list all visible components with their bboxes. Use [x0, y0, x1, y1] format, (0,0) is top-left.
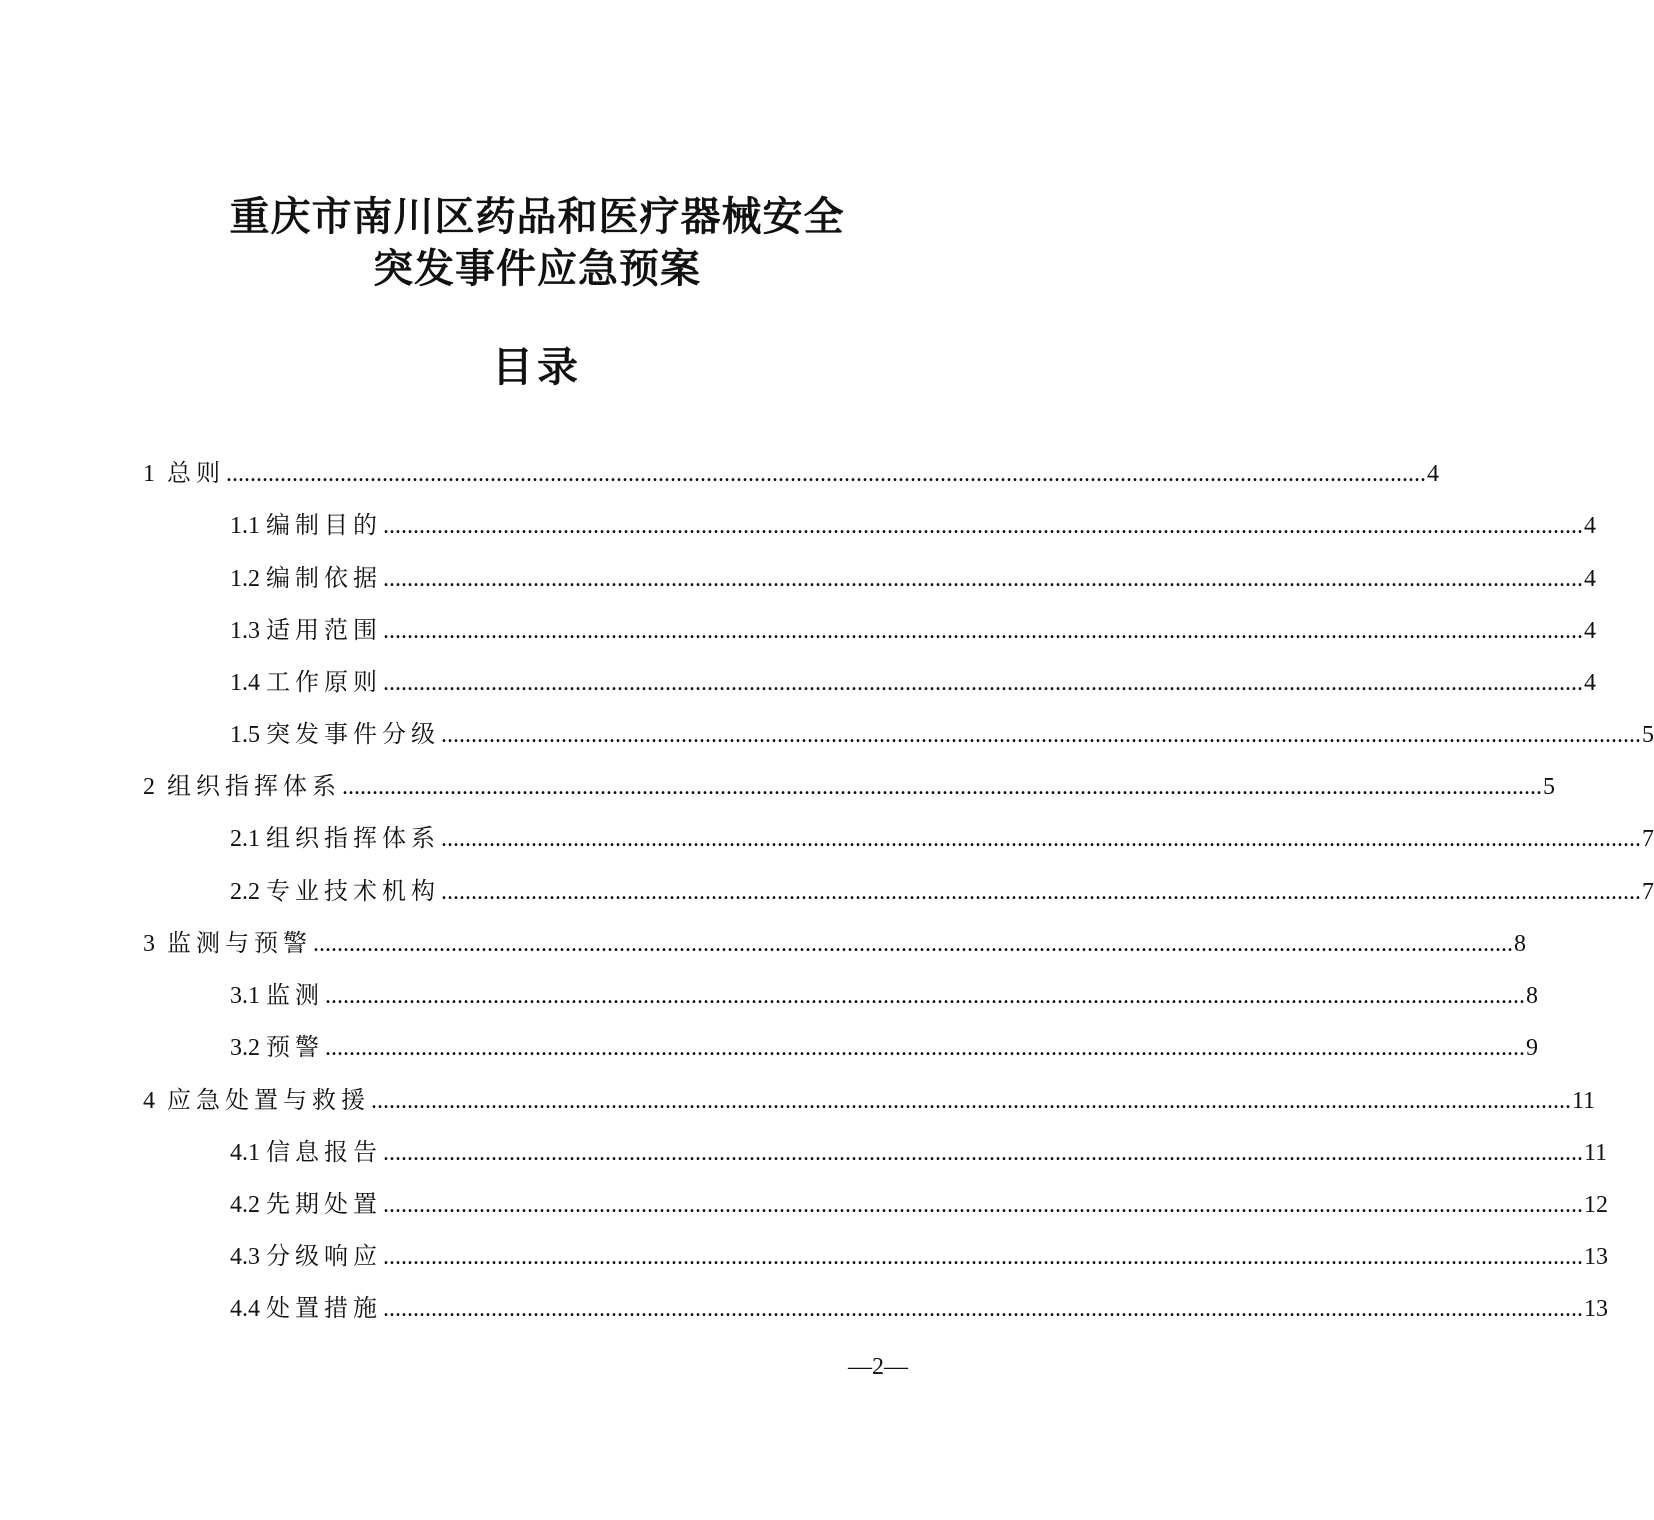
toc-entry-title: 总则	[167, 459, 225, 487]
toc-dot-leader: ........................................................................................................................................................................................................	[383, 1244, 1583, 1270]
toc-entry-page: 4	[1584, 670, 1596, 696]
toc-heading: 目录	[492, 343, 582, 391]
toc-entry-page: 5	[1543, 774, 1555, 800]
footer-page-number: —2—	[848, 1354, 908, 1380]
toc-dot-leader: ........................................................................................................................................................................................................	[371, 1088, 1571, 1114]
toc-entry-title: 编制依据	[266, 564, 382, 592]
toc-dot-leader: ........................................................................................................................................................................................................	[383, 513, 1583, 539]
toc-entry[interactable]	[143, 456, 1439, 490]
toc-dot-leader: ........................................................................................................................................................................................................	[325, 983, 1525, 1009]
toc-entry-number: 4.3	[230, 1244, 260, 1270]
toc-entry-title: 编制目的	[266, 511, 382, 539]
toc-entry-page: 5	[1642, 722, 1654, 748]
toc-entry-number: 4.2	[230, 1192, 260, 1218]
toc-entry-title: 预警	[266, 1033, 324, 1061]
toc-dot-leader: ........................................................................................................................................................................................................	[313, 931, 1513, 957]
toc-entry-number: 1.3	[230, 618, 260, 644]
toc-entry-number: 3	[143, 931, 155, 957]
toc-entry-title: 组织指挥体系	[167, 772, 341, 800]
toc-entry-title: 突发事件分级	[266, 720, 440, 748]
toc-dot-leader: ........................................................................................................................................................................................................	[226, 461, 1426, 487]
toc-entry[interactable]	[230, 821, 1654, 855]
toc-entry-title: 组织指挥体系	[266, 824, 440, 852]
toc-entry-number: 1.4	[230, 670, 260, 696]
toc-entry-page: 4	[1584, 513, 1596, 539]
toc-entry-title: 适用范围	[266, 616, 382, 644]
toc-entry-page: 4	[1584, 618, 1596, 644]
toc-entry-title: 处置措施	[266, 1294, 382, 1322]
toc-entry[interactable]	[230, 1135, 1608, 1169]
toc-dot-leader: ........................................................................................................................................................................................................	[383, 1140, 1583, 1166]
toc-entry-title: 先期处置	[266, 1190, 382, 1218]
toc-entry-title: 监测	[266, 981, 324, 1009]
toc-entry[interactable]	[230, 978, 1538, 1012]
toc-entry-title: 信息报告	[266, 1138, 382, 1166]
toc-entry-page: 13	[1584, 1296, 1608, 1322]
toc-entry-page: 9	[1526, 1035, 1538, 1061]
toc-entry-number: 2.2	[230, 879, 260, 905]
toc-dot-leader: ........................................................................................................................................................................................................	[383, 670, 1583, 696]
toc-dot-leader: ........................................................................................................................................................................................................	[325, 1035, 1525, 1061]
toc-entry[interactable]	[230, 1030, 1538, 1064]
toc-dot-leader: ........................................................................................................................................................................................................	[441, 826, 1641, 852]
toc-entry-number: 4.4	[230, 1296, 260, 1322]
document-title-line-1: 重庆市南川区药品和医疗器械安全	[229, 193, 845, 240]
toc-entry-title: 分级响应	[266, 1242, 382, 1270]
toc-dot-leader: ........................................................................................................................................................................................................	[342, 774, 1542, 800]
toc-entry[interactable]	[230, 665, 1596, 699]
toc-entry-number: 1.5	[230, 722, 260, 748]
toc-entry[interactable]	[230, 717, 1654, 751]
toc-entry[interactable]	[230, 1291, 1608, 1325]
toc-entry[interactable]	[143, 769, 1555, 803]
toc-entry-page: 7	[1642, 826, 1654, 852]
toc-entry[interactable]	[230, 1187, 1608, 1221]
toc-entry-number: 2	[143, 774, 155, 800]
toc-entry-title: 监测与预警	[167, 929, 312, 957]
toc-dot-leader: ........................................................................................................................................................................................................	[383, 1296, 1583, 1322]
toc-entry[interactable]	[230, 874, 1654, 908]
toc-dot-leader: ........................................................................................................................................................................................................	[383, 1192, 1583, 1218]
toc-dot-leader: ........................................................................................................................................................................................................	[383, 618, 1583, 644]
toc-dot-leader: ........................................................................................................................................................................................................	[441, 879, 1641, 905]
toc-entry-page: 8	[1514, 931, 1526, 957]
toc-entry-title: 工作原则	[266, 668, 382, 696]
toc-entry-number: 4	[143, 1088, 155, 1114]
toc-entry-page: 11	[1572, 1088, 1596, 1114]
toc-entry[interactable]	[143, 1083, 1596, 1117]
toc-entry-page: 7	[1642, 879, 1654, 905]
toc-entry-page: 8	[1526, 983, 1538, 1009]
toc-entry[interactable]	[143, 926, 1526, 960]
toc-entry-number: 1.1	[230, 513, 260, 539]
toc-entry-number: 4.1	[230, 1140, 260, 1166]
toc-entry-page: 4	[1427, 461, 1439, 487]
toc-entry[interactable]	[230, 613, 1596, 647]
toc-entry[interactable]	[230, 1239, 1608, 1273]
toc-entry-number: 3.2	[230, 1035, 260, 1061]
toc-entry[interactable]	[230, 561, 1596, 595]
toc-entry[interactable]	[230, 508, 1596, 542]
toc-entry-title: 专业技术机构	[266, 877, 440, 905]
toc-entry-page: 12	[1584, 1192, 1608, 1218]
toc-entry-page: 11	[1584, 1140, 1608, 1166]
toc-dot-leader: ........................................................................................................................................................................................................	[383, 566, 1583, 592]
toc-entry-number: 1.2	[230, 566, 260, 592]
toc-entry-number: 3.1	[230, 983, 260, 1009]
toc-entry-page: 4	[1584, 566, 1596, 592]
toc-entry-title: 应急处置与救援	[167, 1086, 370, 1114]
toc-entry-number: 2.1	[230, 826, 260, 852]
document-title-line-2: 突发事件应急预案	[373, 245, 701, 292]
toc-entry-page: 13	[1584, 1244, 1608, 1270]
toc-dot-leader: ........................................................................................................................................................................................................	[441, 722, 1641, 748]
toc-entry-number: 1	[143, 461, 155, 487]
